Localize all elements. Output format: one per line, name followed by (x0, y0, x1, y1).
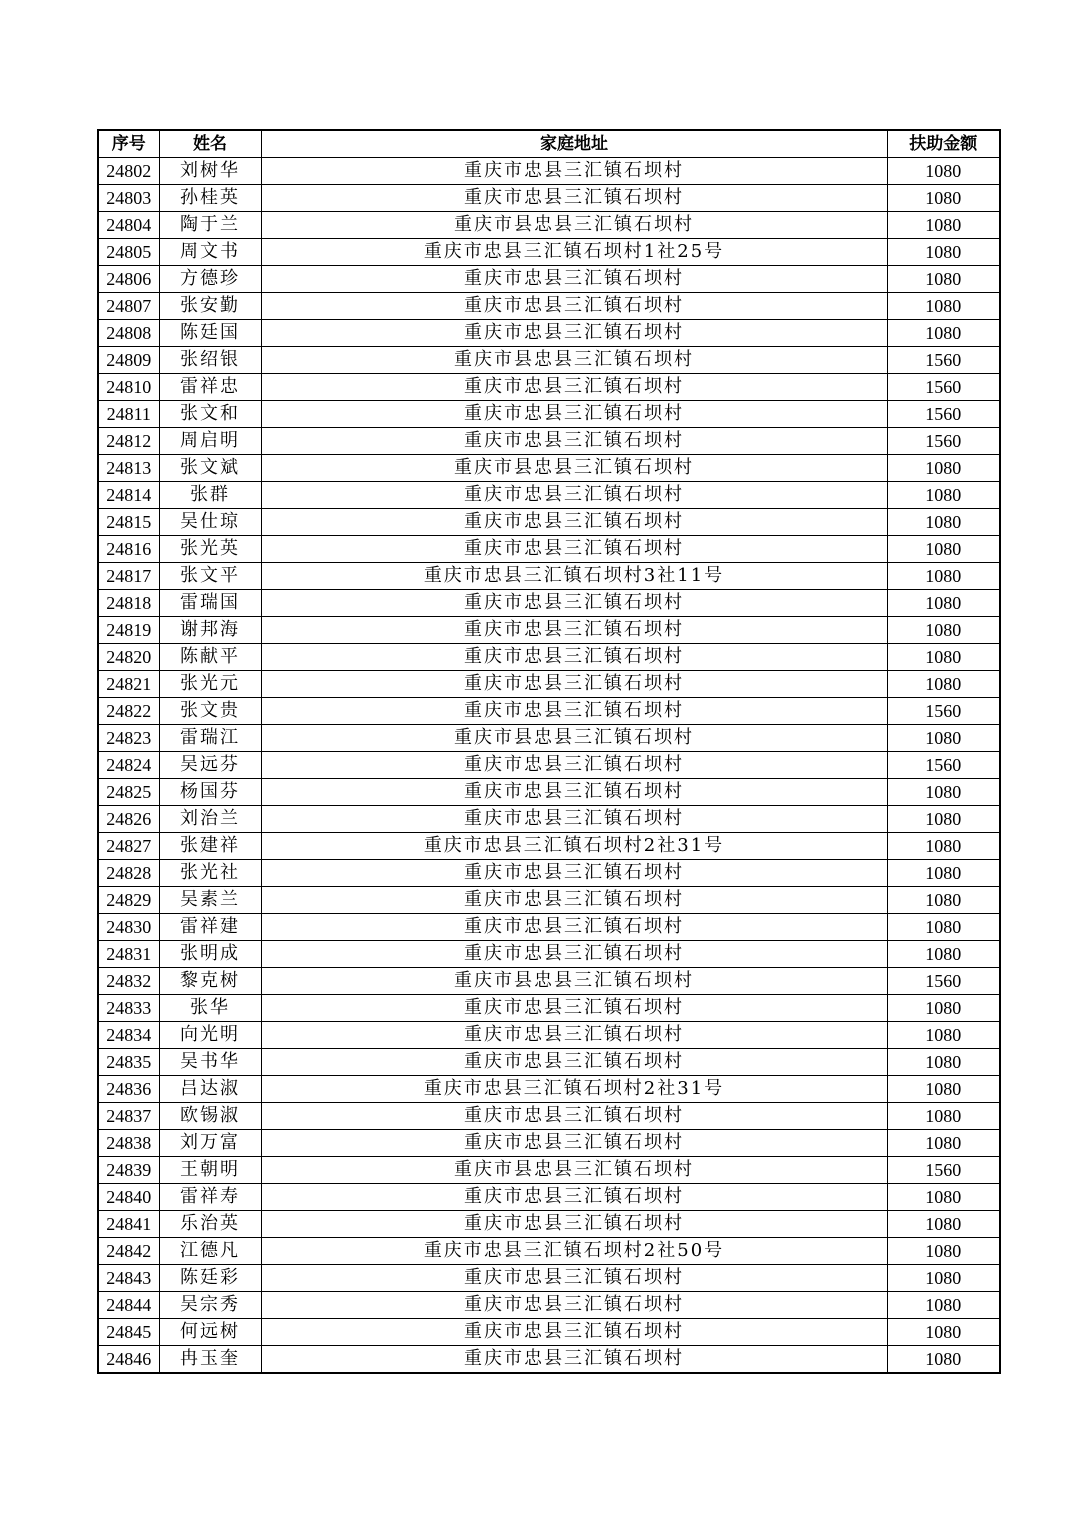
table-row (98, 698, 1000, 725)
name-cell: 刘树华 (159, 158, 261, 185)
serial-number-cell: 24818 (98, 590, 159, 617)
address-cell: 重庆市忠县三汇镇石坝村 (261, 779, 887, 806)
serial-number-cell: 24845 (98, 1319, 159, 1346)
amount-cell: 1080 (887, 779, 1000, 806)
address-cell: 重庆市忠县三汇镇石坝村 (261, 509, 887, 536)
name-cell: 陈廷国 (159, 320, 261, 347)
amount-cell: 1080 (887, 860, 1000, 887)
table-row (98, 833, 1000, 860)
table-row (98, 1211, 1000, 1238)
serial-number-cell: 24804 (98, 212, 159, 239)
serial-number-cell: 24811 (98, 401, 159, 428)
address-cell: 重庆市忠县三汇镇石坝村 (261, 293, 887, 320)
name-cell: 雷祥寿 (159, 1184, 261, 1211)
name-cell: 雷祥建 (159, 914, 261, 941)
serial-number-cell: 24829 (98, 887, 159, 914)
amount-cell: 1080 (887, 293, 1000, 320)
table-row (98, 617, 1000, 644)
amount-cell: 1080 (887, 1319, 1000, 1346)
table-row (98, 374, 1000, 401)
table-row (98, 590, 1000, 617)
beneficiary-table (97, 129, 1001, 1374)
address-cell: 重庆市忠县三汇镇石坝村2社31号 (261, 833, 887, 860)
address-cell: 重庆市忠县三汇镇石坝村 (261, 1022, 887, 1049)
address-cell: 重庆市忠县三汇镇石坝村 (261, 590, 887, 617)
address-cell: 重庆市忠县三汇镇石坝村 (261, 887, 887, 914)
address-cell: 重庆市县忠县三汇镇石坝村 (261, 455, 887, 482)
amount-cell: 1080 (887, 185, 1000, 212)
table-row (98, 1292, 1000, 1319)
table-row (98, 968, 1000, 995)
amount-cell: 1080 (887, 590, 1000, 617)
address-cell: 重庆市县忠县三汇镇石坝村 (261, 347, 887, 374)
name-cell: 张光英 (159, 536, 261, 563)
name-cell: 孙桂英 (159, 185, 261, 212)
address-cell: 重庆市忠县三汇镇石坝村 (261, 1211, 887, 1238)
serial-number-cell: 24839 (98, 1157, 159, 1184)
address-cell: 重庆市县忠县三汇镇石坝村 (261, 968, 887, 995)
table-row (98, 347, 1000, 374)
amount-cell: 1080 (887, 1292, 1000, 1319)
address-cell: 重庆市忠县三汇镇石坝村 (261, 644, 887, 671)
serial-number-cell: 24809 (98, 347, 159, 374)
table-row (98, 428, 1000, 455)
amount-cell: 1080 (887, 1184, 1000, 1211)
address-cell: 重庆市忠县三汇镇石坝村 (261, 482, 887, 509)
name-cell: 方德珍 (159, 266, 261, 293)
address-cell: 重庆市忠县三汇镇石坝村 (261, 995, 887, 1022)
name-cell: 张建祥 (159, 833, 261, 860)
amount-cell: 1080 (887, 617, 1000, 644)
address-cell: 重庆市忠县三汇镇石坝村 (261, 671, 887, 698)
amount-cell: 1080 (887, 887, 1000, 914)
amount-cell: 1080 (887, 158, 1000, 185)
name-cell: 吴宗秀 (159, 1292, 261, 1319)
name-cell: 谢邦海 (159, 617, 261, 644)
amount-cell: 1080 (887, 1022, 1000, 1049)
name-cell: 张华 (159, 995, 261, 1022)
serial-number-cell: 24841 (98, 1211, 159, 1238)
serial-number-cell: 24810 (98, 374, 159, 401)
table-row (98, 914, 1000, 941)
header-home-address: 家庭地址 (261, 130, 887, 158)
address-cell: 重庆市忠县三汇镇石坝村 (261, 1265, 887, 1292)
address-cell: 重庆市忠县三汇镇石坝村 (261, 266, 887, 293)
serial-number-cell: 24816 (98, 536, 159, 563)
serial-number-cell: 24812 (98, 428, 159, 455)
serial-number-cell: 24814 (98, 482, 159, 509)
serial-number-cell: 24846 (98, 1346, 159, 1374)
name-cell: 张文斌 (159, 455, 261, 482)
address-cell: 重庆市忠县三汇镇石坝村 (261, 617, 887, 644)
table-row (98, 266, 1000, 293)
address-cell: 重庆市忠县三汇镇石坝村 (261, 860, 887, 887)
address-cell: 重庆市忠县三汇镇石坝村 (261, 428, 887, 455)
name-cell: 张群 (159, 482, 261, 509)
amount-cell: 1080 (887, 563, 1000, 590)
serial-number-cell: 24822 (98, 698, 159, 725)
amount-cell: 1560 (887, 347, 1000, 374)
table-row (98, 1238, 1000, 1265)
amount-cell: 1080 (887, 833, 1000, 860)
name-cell: 吴素兰 (159, 887, 261, 914)
table-row (98, 860, 1000, 887)
address-cell: 重庆市忠县三汇镇石坝村 (261, 914, 887, 941)
name-cell: 雷瑞江 (159, 725, 261, 752)
serial-number-cell: 24832 (98, 968, 159, 995)
table-row (98, 158, 1000, 185)
name-cell: 雷祥忠 (159, 374, 261, 401)
amount-cell: 1560 (887, 752, 1000, 779)
name-cell: 欧锡淑 (159, 1103, 261, 1130)
table-row (98, 1130, 1000, 1157)
serial-number-cell: 24833 (98, 995, 159, 1022)
name-cell: 张文贵 (159, 698, 261, 725)
name-cell: 黎克树 (159, 968, 261, 995)
amount-cell: 1560 (887, 698, 1000, 725)
name-cell: 张光社 (159, 860, 261, 887)
amount-cell: 1080 (887, 1211, 1000, 1238)
serial-number-cell: 24820 (98, 644, 159, 671)
name-cell: 张绍银 (159, 347, 261, 374)
serial-number-cell: 24813 (98, 455, 159, 482)
serial-number-cell: 24838 (98, 1130, 159, 1157)
serial-number-cell: 24828 (98, 860, 159, 887)
address-cell: 重庆市忠县三汇镇石坝村 (261, 698, 887, 725)
serial-number-cell: 24808 (98, 320, 159, 347)
table-row (98, 293, 1000, 320)
name-cell: 江德凡 (159, 1238, 261, 1265)
table-row (98, 509, 1000, 536)
name-cell: 杨国芬 (159, 779, 261, 806)
serial-number-cell: 24835 (98, 1049, 159, 1076)
header-serial-number: 序号 (98, 130, 159, 158)
address-cell: 重庆市忠县三汇镇石坝村 (261, 1049, 887, 1076)
serial-number-cell: 24836 (98, 1076, 159, 1103)
amount-cell: 1560 (887, 374, 1000, 401)
address-cell: 重庆市忠县三汇镇石坝村 (261, 320, 887, 347)
address-cell: 重庆市忠县三汇镇石坝村 (261, 1292, 887, 1319)
name-cell: 陈献平 (159, 644, 261, 671)
serial-number-cell: 24806 (98, 266, 159, 293)
name-cell: 张光元 (159, 671, 261, 698)
name-cell: 王朝明 (159, 1157, 261, 1184)
name-cell: 吕达淑 (159, 1076, 261, 1103)
address-cell: 重庆市县忠县三汇镇石坝村 (261, 725, 887, 752)
amount-cell: 1080 (887, 1238, 1000, 1265)
table-row (98, 806, 1000, 833)
address-cell: 重庆市忠县三汇镇石坝村 (261, 158, 887, 185)
table-row (98, 1103, 1000, 1130)
table-row (98, 563, 1000, 590)
amount-cell: 1080 (887, 266, 1000, 293)
name-cell: 张文和 (159, 401, 261, 428)
address-cell: 重庆市忠县三汇镇石坝村2社31号 (261, 1076, 887, 1103)
amount-cell: 1080 (887, 482, 1000, 509)
serial-number-cell: 24805 (98, 239, 159, 266)
amount-cell: 1080 (887, 1346, 1000, 1374)
amount-cell: 1080 (887, 212, 1000, 239)
address-cell: 重庆市忠县三汇镇石坝村 (261, 185, 887, 212)
amount-cell: 1080 (887, 1049, 1000, 1076)
serial-number-cell: 24827 (98, 833, 159, 860)
amount-cell: 1080 (887, 1265, 1000, 1292)
serial-number-cell: 24817 (98, 563, 159, 590)
table-row (98, 212, 1000, 239)
amount-cell: 1080 (887, 1130, 1000, 1157)
amount-cell: 1080 (887, 995, 1000, 1022)
serial-number-cell: 24807 (98, 293, 159, 320)
name-cell: 吴仕琼 (159, 509, 261, 536)
amount-cell: 1080 (887, 914, 1000, 941)
serial-number-cell: 24823 (98, 725, 159, 752)
amount-cell: 1080 (887, 320, 1000, 347)
address-cell: 重庆市忠县三汇镇石坝村 (261, 536, 887, 563)
name-cell: 刘治兰 (159, 806, 261, 833)
address-cell: 重庆市忠县三汇镇石坝村2社50号 (261, 1238, 887, 1265)
amount-cell: 1080 (887, 509, 1000, 536)
address-cell: 重庆市忠县三汇镇石坝村 (261, 1103, 887, 1130)
name-cell: 雷瑞国 (159, 590, 261, 617)
table-row (98, 401, 1000, 428)
serial-number-cell: 24819 (98, 617, 159, 644)
table-row (98, 752, 1000, 779)
table-row (98, 644, 1000, 671)
amount-cell: 1080 (887, 725, 1000, 752)
serial-number-cell: 24803 (98, 185, 159, 212)
table-row (98, 1049, 1000, 1076)
table-row (98, 1076, 1000, 1103)
table-row (98, 185, 1000, 212)
address-cell: 重庆市忠县三汇镇石坝村 (261, 401, 887, 428)
table-row (98, 887, 1000, 914)
serial-number-cell: 24844 (98, 1292, 159, 1319)
name-cell: 张明成 (159, 941, 261, 968)
amount-cell: 1080 (887, 455, 1000, 482)
table-row (98, 1319, 1000, 1346)
amount-cell: 1560 (887, 1157, 1000, 1184)
table-row (98, 1022, 1000, 1049)
address-cell: 重庆市忠县三汇镇石坝村 (261, 806, 887, 833)
table-row (98, 536, 1000, 563)
name-cell: 吴远芬 (159, 752, 261, 779)
name-cell: 向光明 (159, 1022, 261, 1049)
serial-number-cell: 24826 (98, 806, 159, 833)
table-row (98, 671, 1000, 698)
table-row (98, 1157, 1000, 1184)
table-row (98, 725, 1000, 752)
table-header-row (98, 130, 1000, 158)
name-cell: 张安勤 (159, 293, 261, 320)
header-support-amount: 扶助金额 (887, 130, 1000, 158)
address-cell: 重庆市忠县三汇镇石坝村1社25号 (261, 239, 887, 266)
amount-cell: 1080 (887, 644, 1000, 671)
serial-number-cell: 24837 (98, 1103, 159, 1130)
name-cell: 陈廷彩 (159, 1265, 261, 1292)
table-body (98, 158, 1000, 1374)
table-row (98, 1184, 1000, 1211)
amount-cell: 1080 (887, 941, 1000, 968)
serial-number-cell: 24815 (98, 509, 159, 536)
amount-cell: 1080 (887, 806, 1000, 833)
name-cell: 吴书华 (159, 1049, 261, 1076)
amount-cell: 1560 (887, 401, 1000, 428)
table-row (98, 455, 1000, 482)
name-cell: 乐治英 (159, 1211, 261, 1238)
address-cell: 重庆市忠县三汇镇石坝村 (261, 1319, 887, 1346)
table-row (98, 995, 1000, 1022)
table-row (98, 779, 1000, 806)
serial-number-cell: 24825 (98, 779, 159, 806)
name-cell: 何远树 (159, 1319, 261, 1346)
amount-cell: 1560 (887, 968, 1000, 995)
name-cell: 周启明 (159, 428, 261, 455)
address-cell: 重庆市忠县三汇镇石坝村3社11号 (261, 563, 887, 590)
amount-cell: 1080 (887, 536, 1000, 563)
name-cell: 张文平 (159, 563, 261, 590)
name-cell: 冉玉奎 (159, 1346, 261, 1374)
address-cell: 重庆市忠县三汇镇石坝村 (261, 752, 887, 779)
address-cell: 重庆市忠县三汇镇石坝村 (261, 1346, 887, 1374)
address-cell: 重庆市忠县三汇镇石坝村 (261, 1130, 887, 1157)
amount-cell: 1080 (887, 239, 1000, 266)
amount-cell: 1560 (887, 428, 1000, 455)
table-row (98, 482, 1000, 509)
name-cell: 周文书 (159, 239, 261, 266)
serial-number-cell: 24840 (98, 1184, 159, 1211)
serial-number-cell: 24834 (98, 1022, 159, 1049)
address-cell: 重庆市忠县三汇镇石坝村 (261, 1184, 887, 1211)
serial-number-cell: 24802 (98, 158, 159, 185)
table-row (98, 1346, 1000, 1374)
name-cell: 刘万富 (159, 1130, 261, 1157)
address-cell: 重庆市忠县三汇镇石坝村 (261, 374, 887, 401)
serial-number-cell: 24842 (98, 1238, 159, 1265)
serial-number-cell: 24830 (98, 914, 159, 941)
serial-number-cell: 24824 (98, 752, 159, 779)
serial-number-cell: 24821 (98, 671, 159, 698)
address-cell: 重庆市忠县三汇镇石坝村 (261, 941, 887, 968)
amount-cell: 1080 (887, 1103, 1000, 1130)
amount-cell: 1080 (887, 671, 1000, 698)
table-row (98, 239, 1000, 266)
table-row (98, 1265, 1000, 1292)
serial-number-cell: 24831 (98, 941, 159, 968)
address-cell: 重庆市县忠县三汇镇石坝村 (261, 1157, 887, 1184)
table-row (98, 320, 1000, 347)
serial-number-cell: 24843 (98, 1265, 159, 1292)
address-cell: 重庆市县忠县三汇镇石坝村 (261, 212, 887, 239)
name-cell: 陶于兰 (159, 212, 261, 239)
amount-cell: 1080 (887, 1076, 1000, 1103)
table-row (98, 941, 1000, 968)
header-name: 姓名 (159, 130, 261, 158)
